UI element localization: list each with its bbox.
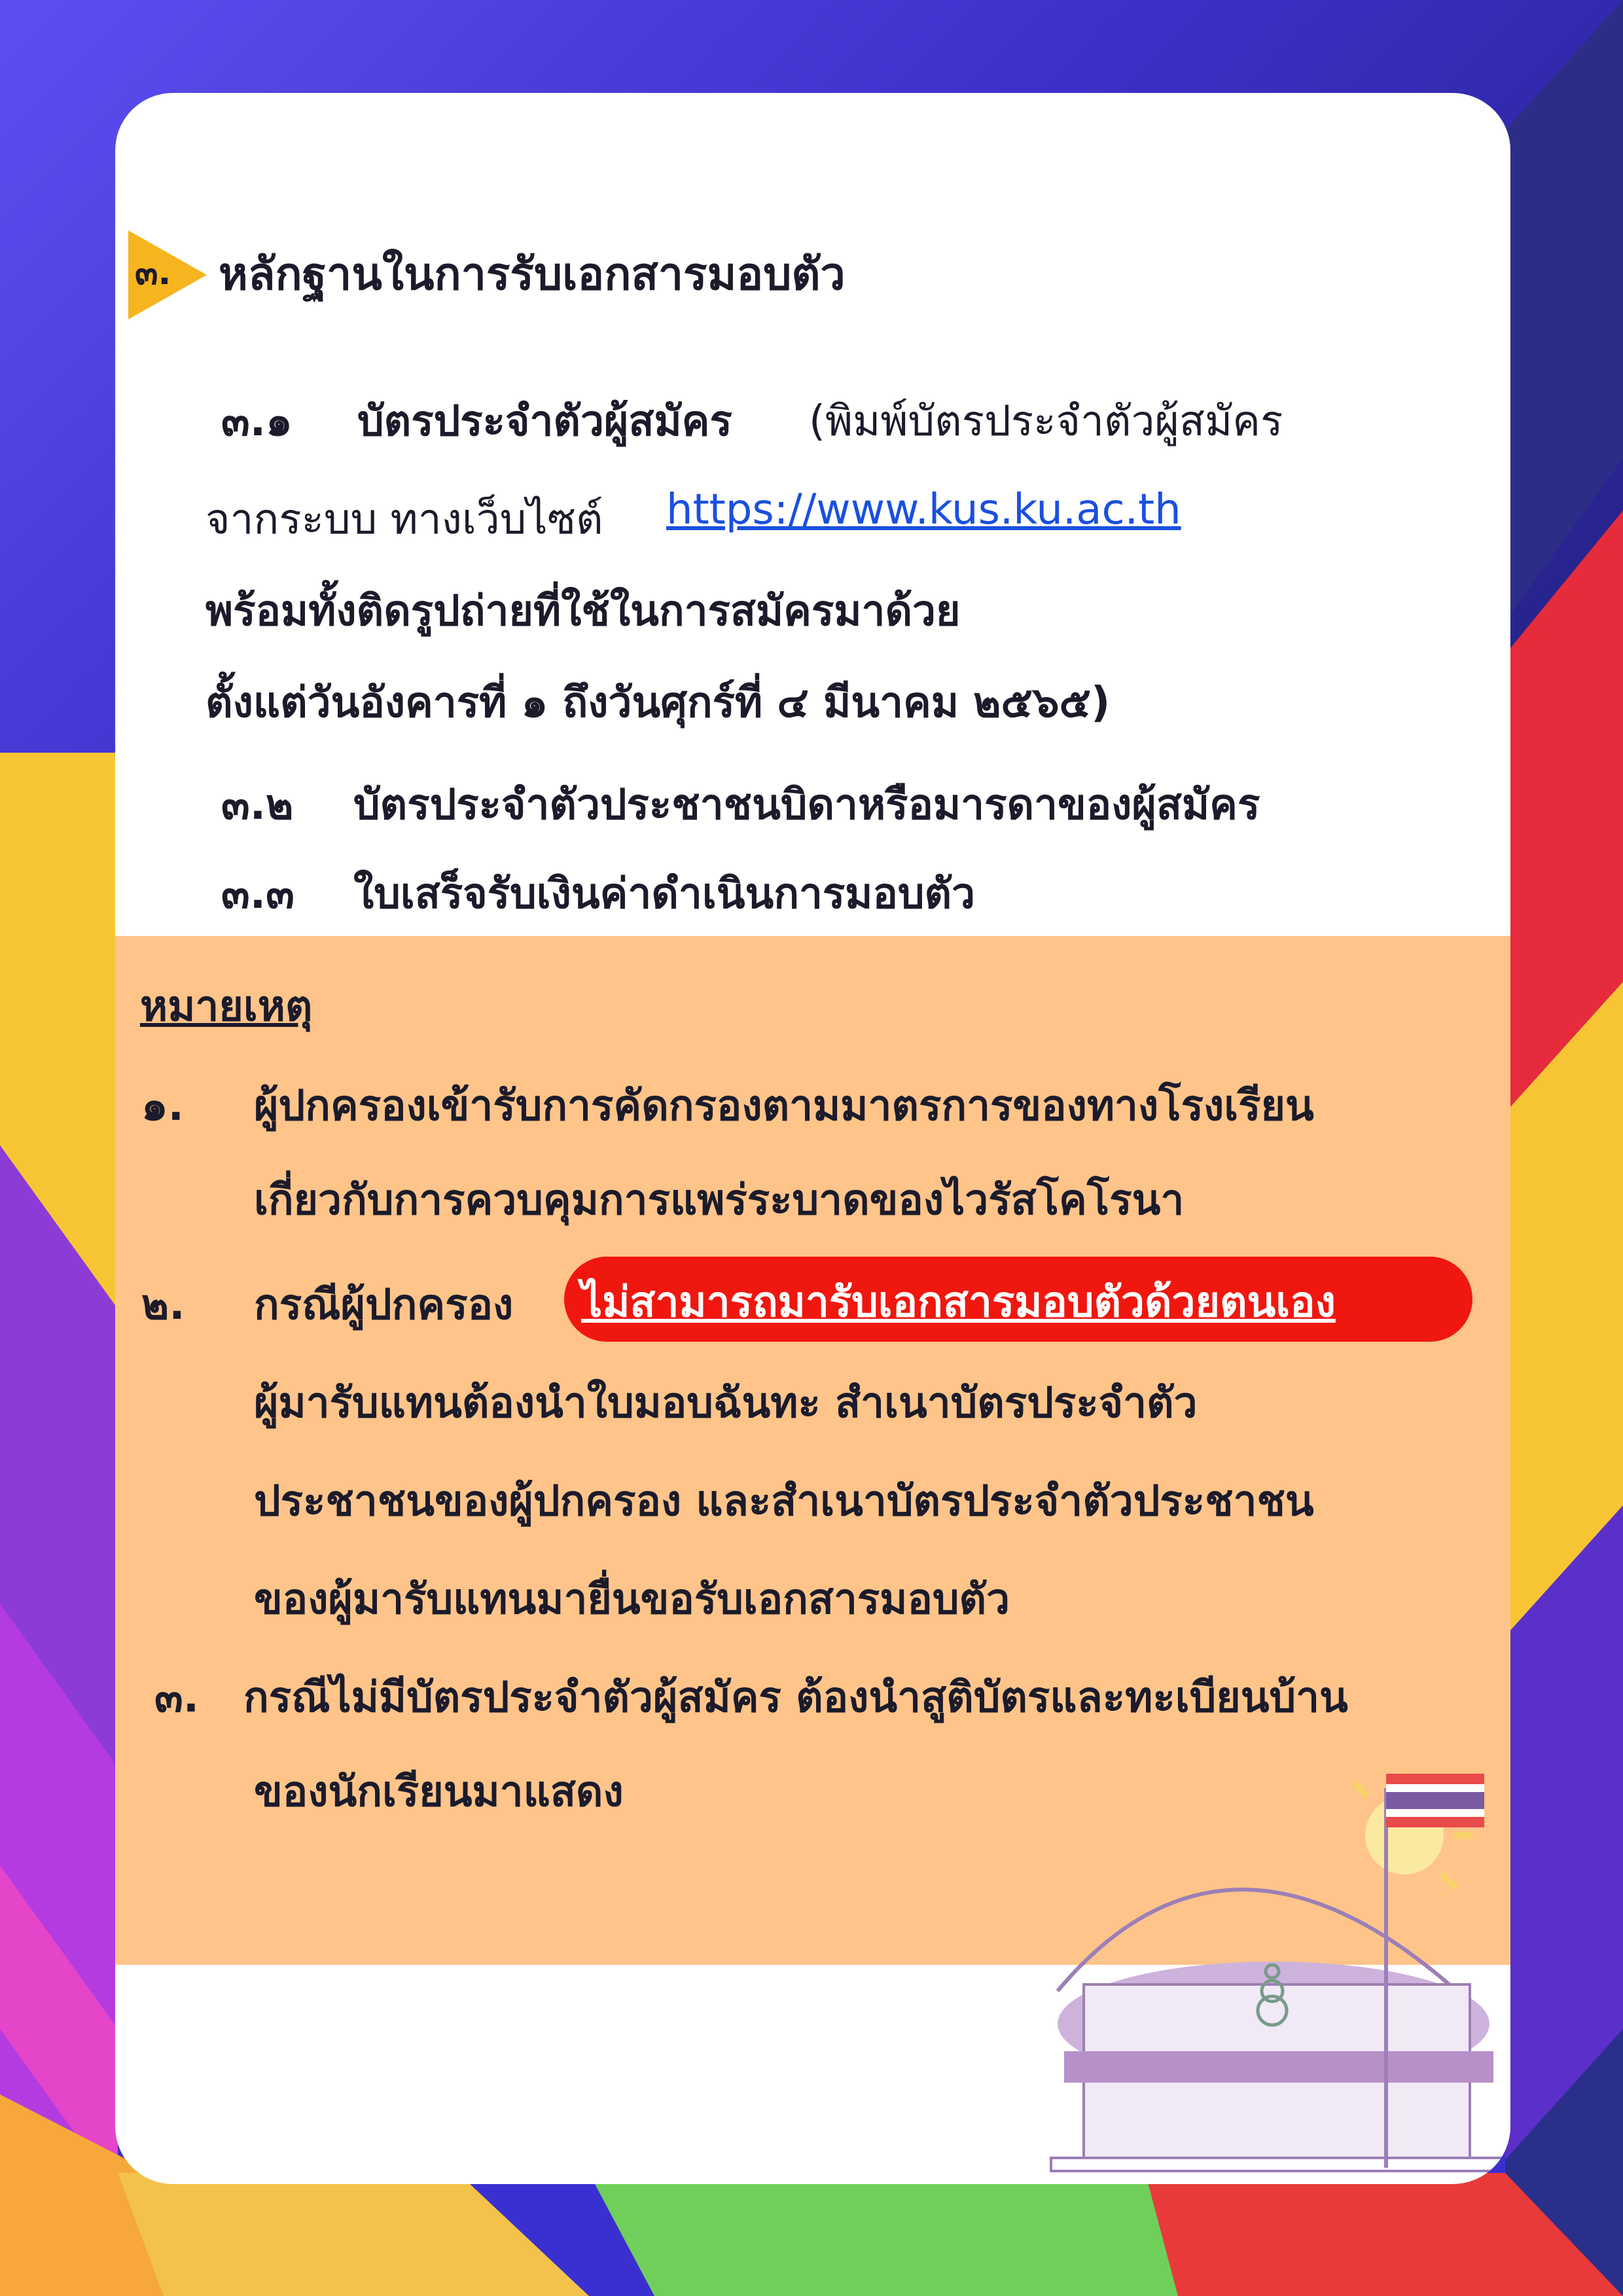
note-text: ของนักเรียนมาแสดง (254, 1768, 624, 1816)
note-number: ๑. (141, 1082, 184, 1130)
item-detail: จากระบบ ทางเว็บไซต์ (205, 495, 603, 544)
note-text: กรณีไม่มีบัตรประจำตัวผู้สมัคร ต้องนำสูติบัตรและทะเบียนบ้าน (243, 1674, 1348, 1722)
item-number: ๓.๑ (221, 397, 293, 446)
section-number: ๓. (135, 253, 171, 293)
item-label: บัตรประจำตัวประชาชนบิดาหรือมารดาของผู้สมัคร (353, 781, 1260, 829)
item-detail: ตั้งแต่วันอังคารที่ ๑ ถึงวันศุกร์ที่ ๔ มีนาคม ๒๕๖๕) (205, 679, 1111, 727)
school-illustration (933, 1683, 1509, 2181)
note-text: กรณีผู้ปกครอง (254, 1281, 514, 1329)
item-label: ใบเสร็จรับเงินค่าดำเนินการมอบตัว (353, 870, 975, 918)
note-number: ๓. (154, 1674, 200, 1722)
notes-title: หมายเหตุ (140, 982, 313, 1031)
note-text: ผู้ปกครองเข้ารับการคัดกรองตามมาตรการของทางโรงเรียน (254, 1082, 1314, 1130)
item-detail: พร้อมทั้งติดรูปถ่ายที่ใช้ในการสมัครมาด้วย (205, 587, 961, 636)
website-link[interactable]: https://www.kus.ku.ac.th (666, 486, 1181, 534)
item-number: ๓.๓ (221, 870, 294, 918)
content-card (115, 93, 1510, 2184)
item-detail: (พิมพ์บัตรประจำตัวผู้สมัคร (809, 397, 1283, 446)
note-text: ของผู้มารับแทนมายื่นขอรับเอกสารมอบตัว (254, 1575, 1010, 1624)
note-text: ประชาชนของผู้ปกครอง และสำเนาบัตรประจำตัวประชาชน (254, 1477, 1314, 1526)
note-text: ผู้มารับแทนต้องนำใบมอบฉันทะ สำเนาบัตรประจำตัว (254, 1379, 1198, 1427)
note-number: ๒. (141, 1281, 185, 1329)
item-label: บัตรประจำตัวผู้สมัคร (357, 397, 732, 446)
warning-highlight (564, 1257, 1472, 1342)
warning-text: ไม่สามารถมารับเอกสารมอบตัวด้วยตนเอง (581, 1278, 1336, 1327)
item-number: ๓.๒ (221, 781, 294, 829)
note-text: เกี่ยวกับการควบคุมการแพร่ระบาดของไวรัสโคโรนา (254, 1176, 1185, 1225)
section-title: หลักฐานในการรับเอกสารมอบตัว (219, 249, 846, 300)
